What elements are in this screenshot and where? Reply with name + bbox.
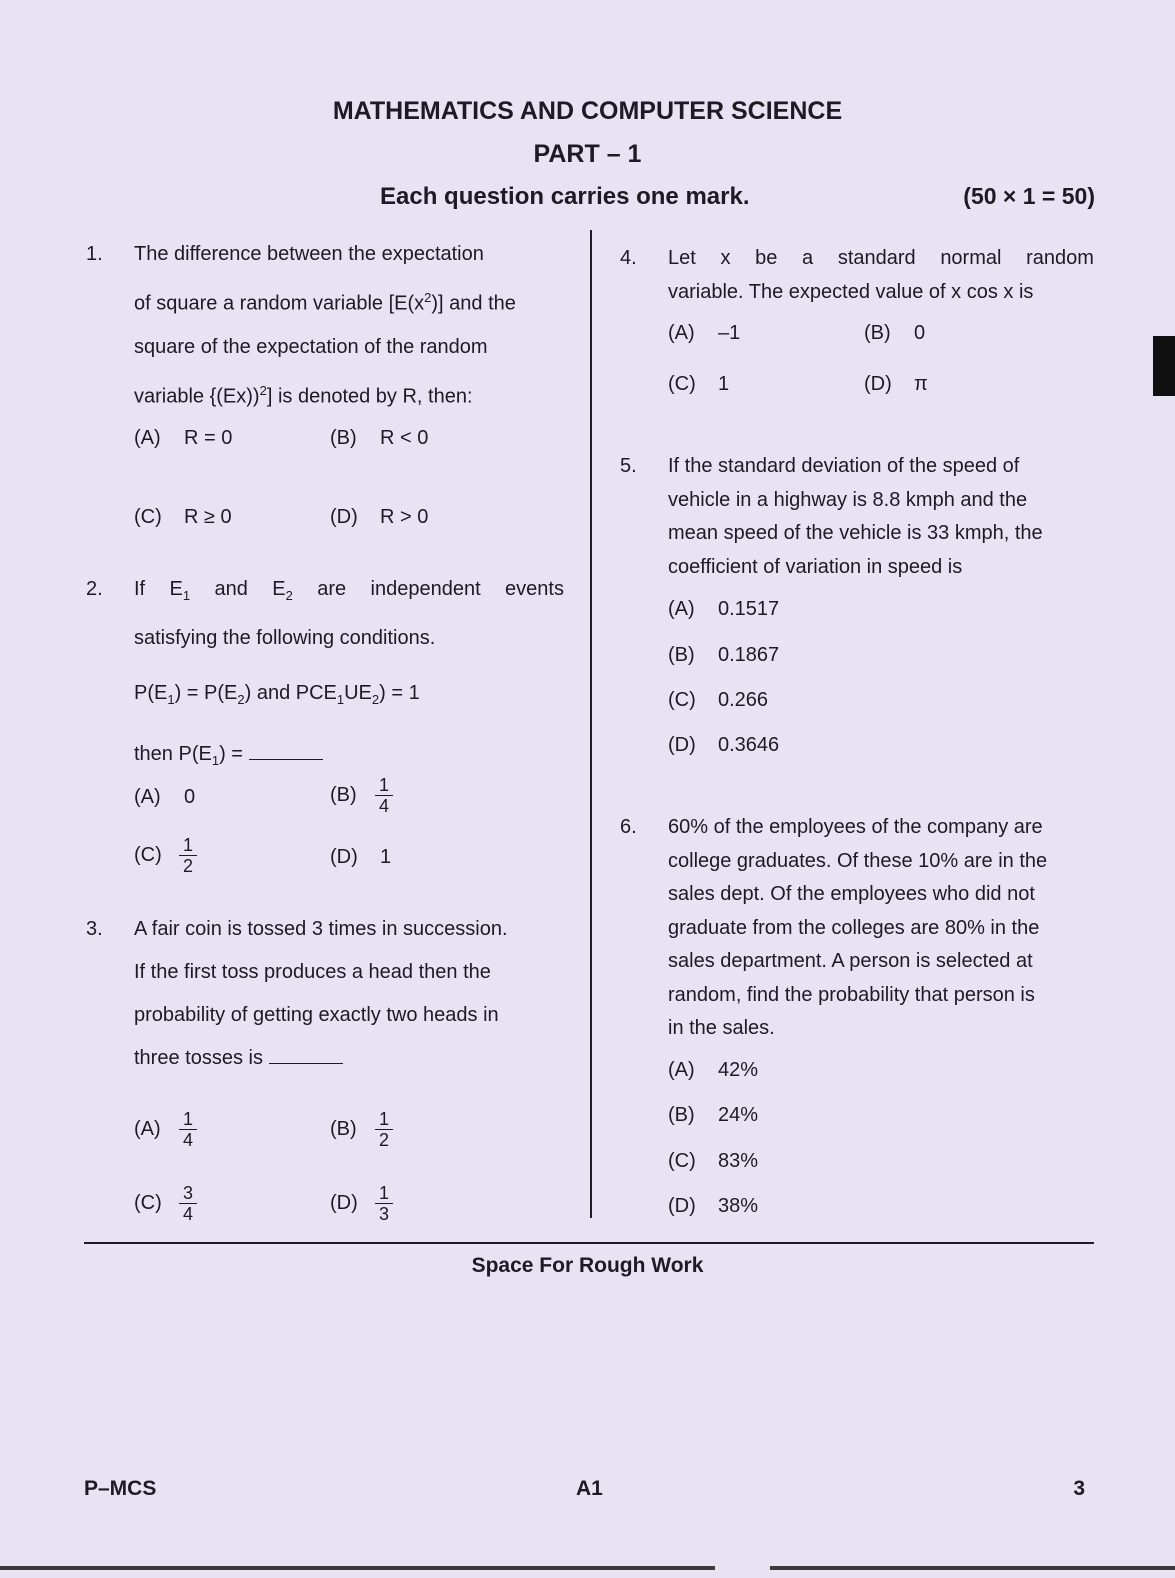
question-number: 4. xyxy=(620,247,637,269)
fraction: $\frac{1}{2}$ xyxy=(179,835,197,876)
question-text: probability of getting exactly two heads in xyxy=(134,1004,499,1026)
question-1 xyxy=(86,233,564,418)
option-a[interactable]: (A) 0 xyxy=(134,786,196,808)
question-text: A fair coin is tossed 3 times in succession. xyxy=(134,918,508,940)
answer-blank xyxy=(249,741,323,760)
question-text: college graduates. Of these 10% are in the xyxy=(668,849,1048,872)
option-a[interactable]: (A) $\frac{1}{4}$ xyxy=(134,1109,197,1150)
page-number: 3 xyxy=(1073,1477,1085,1500)
option-c[interactable]: (C) 1 xyxy=(668,373,730,395)
question-text: three tosses is xyxy=(134,1037,564,1080)
question-text: sales department. A person is selected at xyxy=(668,950,1033,972)
question-text: graduate from the colleges are 80% in the xyxy=(668,916,1040,939)
edge-tab-marker xyxy=(1153,336,1175,396)
question-text: Let x be a standard normal random xyxy=(668,247,1094,269)
option-b[interactable]: (B) 0 xyxy=(864,322,926,344)
rough-work-label: Space For Rough Work xyxy=(471,1254,704,1277)
question-3 xyxy=(86,908,564,1080)
option-a[interactable]: (A) –1 xyxy=(668,322,741,344)
bottom-edge-bar xyxy=(0,1566,715,1570)
question-text: If $E_1$ and $E_2$ are independent events xyxy=(134,578,564,603)
rough-work-divider xyxy=(84,1242,1094,1244)
question-6 xyxy=(620,811,1094,1046)
option-b[interactable]: (B) $\frac{1}{2}$ xyxy=(330,1109,393,1150)
answer-blank xyxy=(269,1045,343,1064)
option-a[interactable]: (A) R = 0 xyxy=(134,427,233,449)
fraction: $\frac{1}{4}$ xyxy=(375,775,393,816)
question-4 xyxy=(620,241,1094,309)
question-text: vehicle in a highway is 8.8 kmph and the xyxy=(668,488,1028,511)
question-text: then $P(E_1)$ = xyxy=(134,733,564,782)
option-d[interactable]: (D) π xyxy=(864,373,928,395)
option-d[interactable]: (D) $\frac{1}{3}$ xyxy=(330,1183,393,1224)
question-text: in the sales. xyxy=(668,1017,775,1039)
option-c[interactable]: (C) $\frac{1}{2}$ xyxy=(134,835,197,876)
question-text: The difference between the expectation xyxy=(134,243,484,265)
option-c[interactable]: (C) 83% xyxy=(668,1150,759,1172)
option-c[interactable]: (C) $\frac{3}{4}$ xyxy=(134,1183,197,1224)
question-text: If the standard deviation of the speed of xyxy=(668,455,1020,477)
question-number: 2. xyxy=(86,578,103,600)
fraction: $\frac{1}{2}$ xyxy=(375,1109,393,1150)
question-2 xyxy=(86,568,564,782)
bottom-edge-bar xyxy=(770,1566,1175,1570)
question-text: square of the expectation of the random xyxy=(134,335,488,358)
fraction: $\frac{1}{4}$ xyxy=(179,1109,197,1150)
question-text: variable. The expected value of x cos x is xyxy=(668,281,1034,303)
option-a[interactable]: (A) 0.1517 xyxy=(668,598,780,620)
option-d[interactable]: (D) 38% xyxy=(668,1195,759,1217)
fraction: $\frac{3}{4}$ xyxy=(179,1183,197,1224)
question-text: coefficient of variation in speed is xyxy=(668,555,963,578)
question-text: mean speed of the vehicle is 33 kmph, the xyxy=(668,522,1043,544)
option-b[interactable]: (B) 24% xyxy=(668,1104,759,1126)
question-text: 60% of the employees of the company are xyxy=(668,816,1043,838)
fraction: $\frac{1}{3}$ xyxy=(375,1183,393,1224)
question-number: 1. xyxy=(86,243,103,265)
question-text: $P(E_1) = P(E_2)$ and $PCE_1UE_2) = 1$ xyxy=(134,682,420,707)
question-number: 6. xyxy=(620,816,637,838)
option-d[interactable]: (D) 1 xyxy=(330,846,392,868)
option-b[interactable]: (B) R < 0 xyxy=(330,427,429,449)
option-d[interactable]: (D) R > 0 xyxy=(330,506,429,528)
question-text: If the first toss produces a head then the xyxy=(134,961,491,983)
question-text: random, find the probability that person is xyxy=(668,983,1035,1006)
column-divider xyxy=(590,230,592,1218)
option-c[interactable]: (C) 0.266 xyxy=(668,689,769,711)
series-code: A1 xyxy=(576,1477,603,1500)
marks-total: (50 × 1 = 50) xyxy=(963,183,1095,209)
option-c[interactable]: (C) R ≥ 0 xyxy=(134,506,232,528)
paper-code: P–MCS xyxy=(84,1477,157,1500)
option-b[interactable]: (B) $\frac{1}{4}$ xyxy=(330,775,393,816)
question-number: 5. xyxy=(620,455,637,477)
question-text: variable {(Ex))$^2$] is denoted by R, then: xyxy=(134,382,473,408)
question-text: sales dept. Of the employees who did not xyxy=(668,883,1035,905)
option-b[interactable]: (B) 0.1867 xyxy=(668,644,780,666)
subject-title: MATHEMATICS AND COMPUTER SCIENCE xyxy=(332,97,843,125)
question-text: of square a random variable $[E(x^2)]$ and the xyxy=(134,290,516,315)
instruction-text: Each question carries one mark. xyxy=(380,183,750,210)
question-number: 3. xyxy=(86,918,103,940)
part-title: PART – 1 xyxy=(533,140,642,168)
option-a[interactable]: (A) 42% xyxy=(668,1059,759,1081)
option-d[interactable]: (D) 0.3646 xyxy=(668,734,780,756)
question-5 xyxy=(620,450,1094,584)
question-text: satisfying the following conditions. xyxy=(134,627,436,649)
